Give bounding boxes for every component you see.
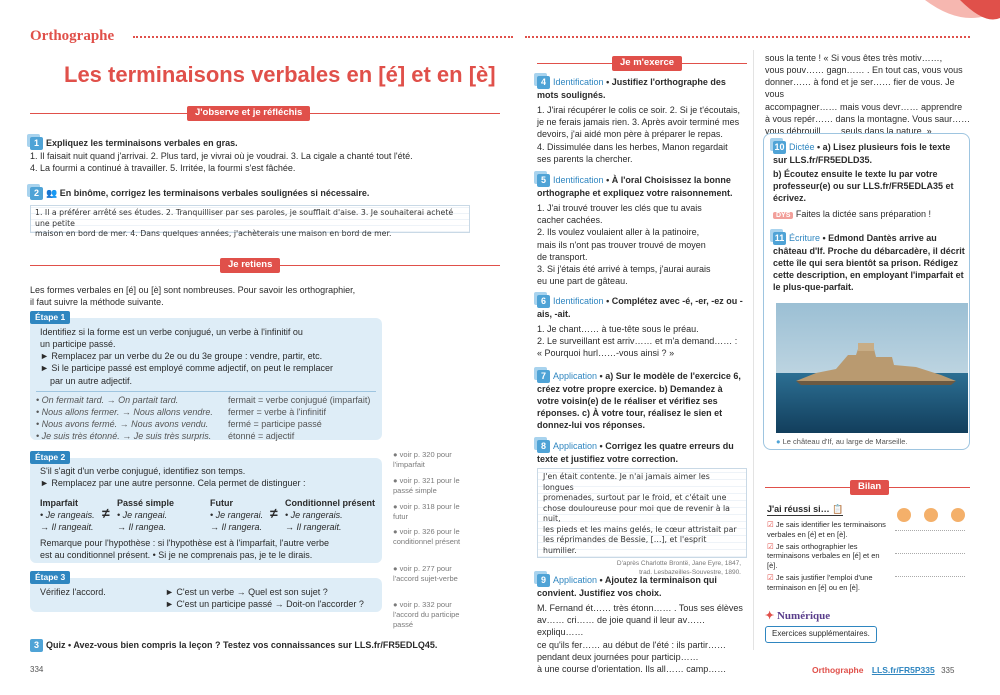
smiley-happy-icon[interactable] xyxy=(951,508,965,522)
exercise-7 xyxy=(537,370,747,432)
exercise-number: 10 xyxy=(774,142,785,152)
exercise-tag: Application xyxy=(553,441,598,451)
tense-col-passe-simple xyxy=(117,497,197,533)
side-note: ● voir p. 326 pour le conditionnel présent xyxy=(393,527,461,546)
intro-line: il faut suivre la méthode suivante. xyxy=(30,297,164,308)
tense-example: • Je rangerais. xyxy=(285,510,343,521)
exercise-line: je ne ferais jamais rien. 3. Après avoir terminé mes xyxy=(537,117,740,128)
handwritten-line: promenades, surtout par le froid, et c'était une xyxy=(543,493,727,503)
explanation-line: fermer = verbe à l'infinitif xyxy=(228,407,327,418)
handwritten-line: J'en était contente. Je n'ai jamais aimer les longues xyxy=(543,472,710,492)
chateau-if-photo xyxy=(776,303,968,433)
tense-example: → Il rangera. xyxy=(210,522,263,533)
footer-link[interactable]: LLS.fr/FR5P335 xyxy=(871,665,935,675)
etape-1-examples xyxy=(36,394,226,443)
exercise-line: vous débrouill…… seuls dans la nature. » xyxy=(765,125,932,136)
exercise-title: • a) Sur le modèle de l'exercice 6, créez votre propre exercice. b) Demandez à votre voisin(e) de le réaliser et vérifiez ses réponses. c) À votre tour, réalisez le sien et donnez-lui vos réponses. xyxy=(537,371,741,431)
quiz-line[interactable] xyxy=(30,639,470,652)
exercise-tag: Écriture xyxy=(789,233,821,243)
exercise-4 xyxy=(537,76,747,165)
exercise-title: En binôme, corrigez les terminaisons verbales soulignées si nécessaire. xyxy=(59,188,370,198)
etape-line: ► Remplacez par une autre personne. Cela permet de distinguer : xyxy=(40,478,306,489)
remark-line: est au conditionnel présent. • Si je ne comprenais pas, je te le dirais. xyxy=(40,550,313,561)
retiens-intro xyxy=(30,284,500,308)
etape-line: Identifiez si la forme est un verbe conjugué, un verbe à l'infinitif ou xyxy=(40,327,303,337)
bilan-list xyxy=(767,520,887,592)
exercise-number: 7 xyxy=(537,370,550,383)
footer-section: Orthographe xyxy=(812,665,864,675)
exercise-9 xyxy=(537,574,747,675)
bilan-item: ☑ Je sais identifier les terminaisons verbales en [é] et en [è]. xyxy=(767,520,886,539)
etape-line: par un autre adjectif. xyxy=(50,375,133,386)
exercise-9-continued xyxy=(765,52,975,137)
exercise-8 xyxy=(537,440,747,465)
exercise-6 xyxy=(537,295,747,360)
exercise-title: • À l'oral Choisissez la bonne xyxy=(606,175,731,185)
source-line: trad. Lesbazeilles-Souvestre, 1890. xyxy=(639,568,741,576)
rule-line: ► C'est un verbe → Quel est son sujet ? xyxy=(165,587,328,597)
remark-line: Remarque pour l'hypothèse : si l'hypothèse est à l'imparfait, l'autre verbe xyxy=(40,538,330,548)
exercise-line: « Pourquoi hurl……-vous ainsi ? » xyxy=(537,348,675,359)
exercise-number: 5 xyxy=(537,174,550,187)
tense-example: • Je rangeais. xyxy=(40,510,95,521)
exercise-10 xyxy=(773,141,965,220)
handwritten-line: les réprimandes de Bessie, […], et l'esprit humilier. xyxy=(543,535,707,555)
exercise-tag: Identification xyxy=(553,296,604,306)
exercise-number: 6 xyxy=(537,295,550,308)
exercise-number: 2 xyxy=(30,187,43,200)
exercise-line: eu une part de gâteau. xyxy=(537,275,628,286)
side-note: ● voir p. 277 pour l'accord sujet-verbe xyxy=(393,564,458,583)
dys-text: Faites la dictée sans préparation ! xyxy=(795,208,931,219)
not-equal-sign: ≠ xyxy=(270,505,278,521)
exercise-title: • Corrigez les quatre erreurs du texte et justifiez votre correction. xyxy=(537,441,734,464)
page-title: Les terminaisons verbales en [é] et en [è] xyxy=(64,62,496,87)
example-line: • Nous allons fermer. → Nous allons vendre. xyxy=(36,407,213,418)
tense-example: → Il rangerait. xyxy=(285,522,342,533)
header-dotted-rule xyxy=(133,36,513,38)
pair-icon: 👥 xyxy=(46,188,58,198)
rule-line: ► C'est un participe passé → Doit-on l'accorder ? xyxy=(165,599,364,610)
smiley-neutral-icon[interactable] xyxy=(924,508,938,522)
side-note: ● voir p. 318 pour le futur xyxy=(393,502,460,521)
bilan-item: ☑ Je sais justifier l'emploi d'une terminaison en [é] ou en [è]. xyxy=(767,572,873,592)
column-divider xyxy=(753,50,754,650)
exercise-line: 1. J'irai récupérer le colis ce soir. 2. Si je t'écoutais, xyxy=(537,105,741,116)
exercise-tag: Application xyxy=(553,575,598,585)
exercise-line: vous pouv…… gagn…… . En tout cas, vous vous xyxy=(765,65,963,76)
handwritten-line: chose douloureuse pour moi que de revenir à la nuit, xyxy=(543,503,730,524)
etape-line: un participe passé. xyxy=(40,339,116,350)
exercise-11 xyxy=(773,232,965,294)
exercise-line: sous la tente ! « Si vous êtes très motiv……, xyxy=(765,53,943,63)
source-line: D'après Charlotte Brontë, Jane Eyre, 1847, xyxy=(616,560,741,568)
star-icon: ✦ xyxy=(765,610,775,622)
quiz-text: Quiz • Avez-vous bien compris la leçon ? Testez vos connaissances sur LLS.fr/FR5EDLQ45. xyxy=(46,640,438,650)
handwritten-line: les pieds et les mains gelés, le cœur attristait par xyxy=(543,524,737,534)
etape-2-remark xyxy=(40,537,380,561)
exercise-number: 9 xyxy=(537,574,550,587)
exercise-line: de transport. xyxy=(537,251,588,262)
exercise-number: 11 xyxy=(774,233,785,243)
exercise-tag: Application xyxy=(553,371,598,381)
exercise-number: 3 xyxy=(30,639,43,652)
page-number-left: 334 xyxy=(30,665,44,674)
exercise-number: 8 xyxy=(537,440,550,453)
side-note: ● voir p. 321 pour le passé simple xyxy=(393,476,460,495)
etape-1-explanations xyxy=(228,394,380,443)
exercise-line: à une course d'orientation. Ils all…… camp…… xyxy=(537,663,727,674)
bilan-grid-line xyxy=(895,553,965,554)
handwritten-text-box xyxy=(537,468,747,576)
tense-example: • Je rangerai. xyxy=(210,510,264,521)
etape-3-text: Vérifiez l'accord. xyxy=(40,587,106,597)
exercise-1 xyxy=(30,137,500,174)
explanation-line: fermait = verbe conjugué (imparfait) xyxy=(228,395,371,405)
explanation-line: étonné = adjectif xyxy=(228,431,295,442)
exercise-title: orthographe et expliquez votre raisonnement. xyxy=(537,188,733,198)
exercise-line: mais ils n'ont pas trouver trouvé de moyen xyxy=(537,239,706,250)
corner-decoration xyxy=(905,0,1000,60)
intro-line: Les formes verbales en [é] ou [è] sont nombreuses. Pour savoir les orthographier, xyxy=(30,285,356,295)
explanation-line: fermé = participe passé xyxy=(228,419,322,430)
tense-heading: Passé simple xyxy=(117,498,175,508)
exercise-line: devoirs, j'ai aidé mon père à préparer le repas. xyxy=(537,129,723,140)
etape-line: S'il s'agit d'un verbe conjugué, identifiez son temps. xyxy=(40,466,246,476)
exercise-tag: Dictée xyxy=(789,142,815,152)
tense-example: • Je rangeai. xyxy=(117,510,168,521)
exercise-number: 1 xyxy=(30,137,43,150)
tense-col-conditionnel xyxy=(285,497,381,533)
etape-line: ► Si le participe passé est employé comme adjectif, on peut le remplacer xyxy=(40,363,334,374)
tense-heading: Conditionnel présent xyxy=(285,498,375,508)
exercise-line: accompagner…… mais vous devr…… apprendre xyxy=(765,101,963,112)
exercise-tag: Identification xyxy=(553,175,604,185)
not-equal-sign: ≠ xyxy=(102,505,110,521)
bilan-title: J'ai réussi si… 📋 xyxy=(767,503,843,516)
side-note: ● voir p. 332 pour l'accord du participe passé xyxy=(393,600,460,629)
smiley-sad-icon[interactable] xyxy=(897,508,911,522)
example-line: • On fermait tard. → On partait tard. xyxy=(36,395,179,405)
etape-1-content xyxy=(40,326,380,387)
exercise-title: • Edmond Dantès arrive au château d'If. Proche du débarcadère, il décrit cette île qui sera bientôt sa prison. Rédigez cette description, en employant l'imparfait et le plus-que-parfait. xyxy=(773,233,965,293)
exercise-line: ses parents la chercher. xyxy=(537,153,633,164)
exercise-line: 1. Je chant…… à tue-tête sous le préau. xyxy=(537,324,699,335)
photo-caption: ● Le château d'If, au large de Marseille. xyxy=(776,437,908,446)
numerique-title: ✦ Numérique xyxy=(765,610,831,622)
exercise-line: 4. La fourmi a continué à travailler. 5. Irritée, la fourmi s'est fâchée. xyxy=(30,163,296,174)
etape-3-label: Étape 3 xyxy=(30,571,70,584)
exercise-title: • a) Lisez plusieurs fois le texte sur LLS.fr/FR5EDLD35. xyxy=(773,142,951,165)
dys-badge: DYS xyxy=(773,212,793,219)
footer-right xyxy=(812,665,954,677)
etape-2-content xyxy=(40,465,380,489)
exercise-title: Expliquez les terminaisons verbales en gras. xyxy=(46,138,238,148)
bilan-grid-line xyxy=(895,576,965,577)
header-dotted-rule-right xyxy=(525,36,970,38)
tense-heading: Imparfait xyxy=(40,498,79,508)
exercise-5 xyxy=(537,174,747,287)
tense-heading: Futur xyxy=(210,498,233,508)
exercise-line: 2. Ils voulez voulaient aller à la patinoire, xyxy=(537,227,700,238)
bilan-item: ☑ Je sais orthographier les terminaisons verbales en [é] et en [è]. xyxy=(767,541,880,570)
exercise-line: 1. J'ai trouvé trouver les clés que tu avais xyxy=(537,203,702,214)
etape-3-rules xyxy=(165,586,380,610)
etape-1-label: Étape 1 xyxy=(30,311,70,324)
handwritten-line: maison en bord de mer. 4. Dans quelques années, j'achèterais une maison en bord de mer. xyxy=(35,229,392,239)
example-line: • Nous avons fermé. → Nous avons vendu. xyxy=(36,419,209,430)
etape-2-label: Étape 2 xyxy=(30,451,70,464)
etape-divider xyxy=(36,391,376,392)
exercise-line: M. Fernand ét…… très étonn…… . Tous ses élèves xyxy=(537,603,743,614)
handwritten-box xyxy=(30,205,470,239)
tense-example: → Il rangeait. xyxy=(40,522,94,533)
exercise-line: 1. Il faisait nuit quand j'arrivai. 2. Plus tard, je vivrai où je voudrai. 3. La cigale a chanté tout l'été. xyxy=(30,151,413,161)
exercise-line: 4. Dissimulée dans les herbes, Manon regardait xyxy=(537,141,728,152)
exercise-line: pendant deux journées pour particip…… xyxy=(537,651,699,662)
observe-banner: J'observe et je réfléchis xyxy=(187,106,310,121)
side-note: ● voir p. 320 pour l'imparfait xyxy=(393,450,452,469)
exercise-2 xyxy=(30,187,500,200)
exercise-line: cacher cachées. xyxy=(537,215,603,226)
clipboard-icon: 📋 xyxy=(832,504,844,514)
exercise-line: 2. Le surveillant est arriv…… et m'a demand…… : xyxy=(537,336,738,347)
exercise-title: • Justifiez l'orthographe des mots soulignés. xyxy=(537,77,726,100)
exercise-title: • Ajoutez la terminaison qui convient. Justifiez vos choix. xyxy=(537,575,717,598)
bilan-banner: Bilan xyxy=(850,480,889,495)
exercise-line: à vous repér…… dans la montagne. Vous saur…… xyxy=(765,113,971,124)
exercise-line: av…… cri…… de joie quand il leur av…… expliqu…… xyxy=(537,615,706,638)
exercise-title: b) Écoutez ensuite le texte lu par votre professeur(e) ou sur LLS.fr/FR5EDLA35 et écrivez. xyxy=(773,169,954,204)
retiens-banner: Je retiens xyxy=(220,258,280,273)
example-line: • Je suis très étonné. → Je suis très surpris. xyxy=(36,431,212,442)
exercise-number: 4 xyxy=(537,76,550,89)
page-number-right: 335 xyxy=(941,666,955,675)
exercise-line: 3. Si j'étais été arrivé à temps, j'aurai aurais xyxy=(537,263,711,274)
exercise-tag: Identification xyxy=(553,77,604,87)
exerce-banner: Je m'exerce xyxy=(612,56,682,71)
numerique-link[interactable]: Exercices supplémentaires. xyxy=(765,626,877,643)
bilan-grid-line xyxy=(895,530,965,531)
handwritten-line: 1. Il a préférer arrêté ses études. 2. Tranquilliser par ses paroles, je soufflait d'aise. 3. Je souhaiterai acheté une petite xyxy=(35,208,454,228)
tense-example: → Il rangea. xyxy=(117,522,167,533)
exercise-title: • Complétez avec -é, -er, -ez ou -ais, -ait. xyxy=(537,296,743,319)
section-title: Orthographe xyxy=(30,28,115,44)
exercise-line: ce qu'ils fer…… au début de l'été : ils partir…… xyxy=(537,639,727,650)
exercise-line: donner…… à fond et je ser…… fier de vous. Je vous xyxy=(765,77,955,100)
etape-line: ► Remplacez par un verbe du 2e ou du 3e groupe : vendre, partir, etc. xyxy=(40,351,323,362)
